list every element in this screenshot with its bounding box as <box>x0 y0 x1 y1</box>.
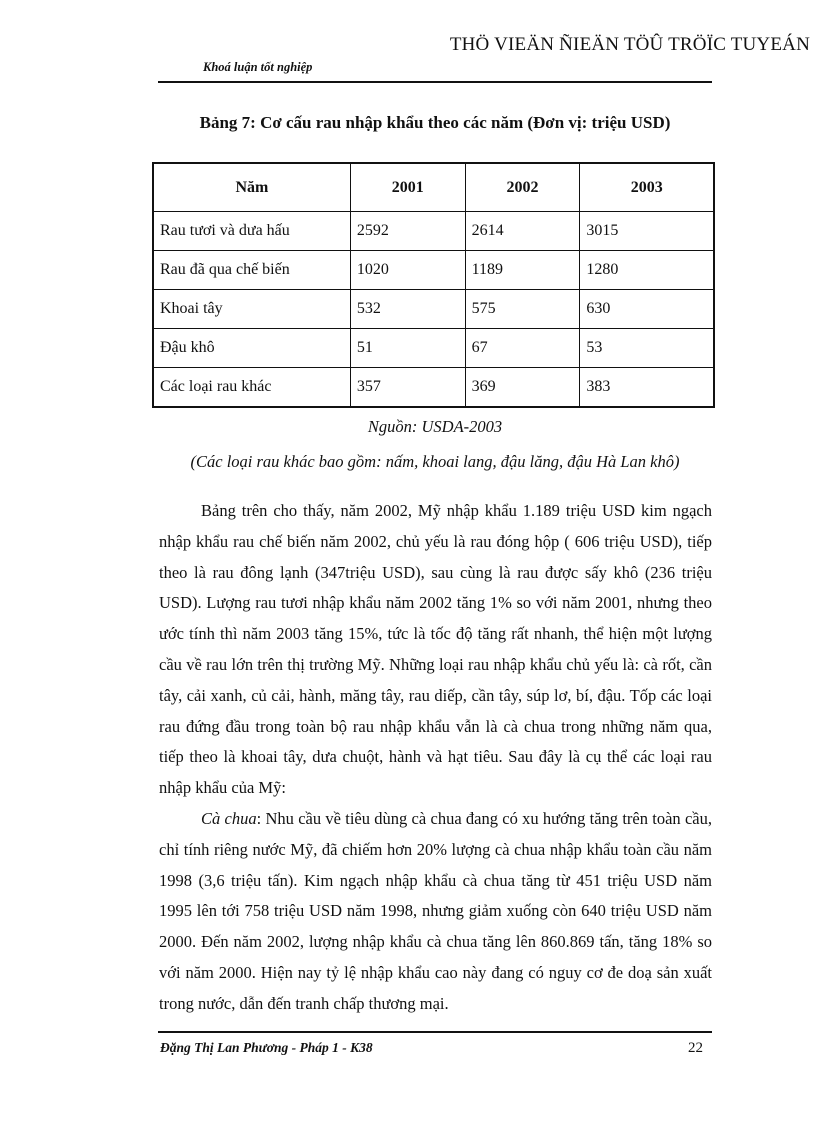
table-row <box>153 251 714 290</box>
paragraph-term: Cà chua <box>201 808 257 828</box>
table-note: (Các loại rau khác bao gồm: nấm, khoai lang, đậu lăng, đậu Hà Lan khô) <box>190 452 680 471</box>
header-cell-year: Năm <box>153 163 350 212</box>
cell-value: 2592 <box>350 212 465 251</box>
row-label: Khoai tây <box>153 290 350 329</box>
cell-value: 51 <box>350 329 465 368</box>
cell-value: 630 <box>580 290 714 329</box>
table-row <box>153 368 714 408</box>
import-structure-table <box>152 162 715 408</box>
header-cell-2003: 2003 <box>580 163 714 212</box>
cell-value: 53 <box>580 329 714 368</box>
header-divider <box>158 81 712 83</box>
cell-value: 1280 <box>580 251 714 290</box>
footer-divider <box>158 1031 712 1033</box>
cell-value: 383 <box>580 368 714 408</box>
row-label: Đậu khô <box>153 329 350 368</box>
cell-value: 3015 <box>580 212 714 251</box>
table-row <box>153 212 714 251</box>
footer-author: Đặng Thị Lan Phương - Pháp 1 - K38 <box>160 1040 373 1055</box>
table-row <box>153 290 714 329</box>
body-text <box>159 496 712 1020</box>
table-header-row <box>153 163 714 212</box>
row-label: Rau tươi và dưa hấu <box>153 212 350 251</box>
cell-value: 532 <box>350 290 465 329</box>
cell-value: 369 <box>465 368 580 408</box>
table-source: Nguồn: USDA-2003 <box>367 417 503 436</box>
cell-value: 575 <box>465 290 580 329</box>
site-watermark: THÖ VIEÄN ÑIEÄN TÖÛ TRÖÏC TUYEÁN <box>449 34 810 55</box>
table-row <box>153 329 714 368</box>
table-title: Bảng 7: Cơ cấu rau nhập khẩu theo các năm (Đơn vị: triệu USD) <box>199 113 671 132</box>
cell-value: 357 <box>350 368 465 408</box>
paragraph-overview: Bảng trên cho thấy, năm 2002, Mỹ nhập khẩu 1.189 triệu USD kim ngạch nhập khẩu rau chế biến năm 2002, chủ yếu là rau đóng hộp ( 606 triệu USD), tiếp theo là rau đông lạnh (347triệu USD), sau cùng là rau được sấy khô (236 triệu USD). Lượng rau tươi nhập khẩu năm 2002 tăng 1% so với năm 2001, nhưng theo ước tính thì năm 2003 tăng 15%, tức là tốc độ tăng rất nhanh, thể hiện một lượng cầu về rau lớn trên thị trường Mỹ. Những loại rau nhập khẩu chủ yếu là: cà rốt, cần tây, cải xanh, củ cải, hành, măng tây, rau diếp, cần tây, súp lơ, bí, đậu. Tốp các loại rau đứng đầu trong toàn bộ rau nhập khẩu vẫn là cà chua trong những năm qua, tiếp theo là khoai tây, dưa chuột, hành và hạt tiêu. Sau đây là cụ thể các loại rau nhập khẩu của Mỹ: <box>159 501 712 798</box>
cell-value: 67 <box>465 329 580 368</box>
cell-value: 1189 <box>465 251 580 290</box>
header-cell-2002: 2002 <box>465 163 580 212</box>
header-label: Khoá luận tốt nghiệp <box>203 60 313 74</box>
page-number: 22 <box>688 1040 703 1056</box>
cell-value: 1020 <box>350 251 465 290</box>
paragraph-tomato-text: : Nhu cầu về tiêu dùng cà chua đang có xu hướng tăng trên toàn cầu, chỉ tính riêng nước Mỹ, đã chiếm hơn 20% lượng cà chua nhập khẩu toàn cầu năm 1998 (3,6 triệu tấn). Kim ngạch nhập khẩu cà chua tăng từ 451 triệu USD năm 1995 lên tới 758 triệu USD năm 1998, nhưng giảm xuống còn 640 triệu USD năm 2000. Đến năm 2002, lượng nhập khẩu cà chua tăng lên 860.869 tấn, tăng 18% so với năm 2000. Hiện nay tỷ lệ nhập khẩu cao này đang có nguy cơ đe doạ sản xuất trong nước, dẫn đến tranh chấp thương mại. <box>159 808 712 1013</box>
paragraph-tomato <box>159 804 712 1020</box>
row-label: Rau đã qua chế biến <box>153 251 350 290</box>
header-cell-2001: 2001 <box>350 163 465 212</box>
cell-value: 2614 <box>465 212 580 251</box>
row-label: Các loại rau khác <box>153 368 350 408</box>
